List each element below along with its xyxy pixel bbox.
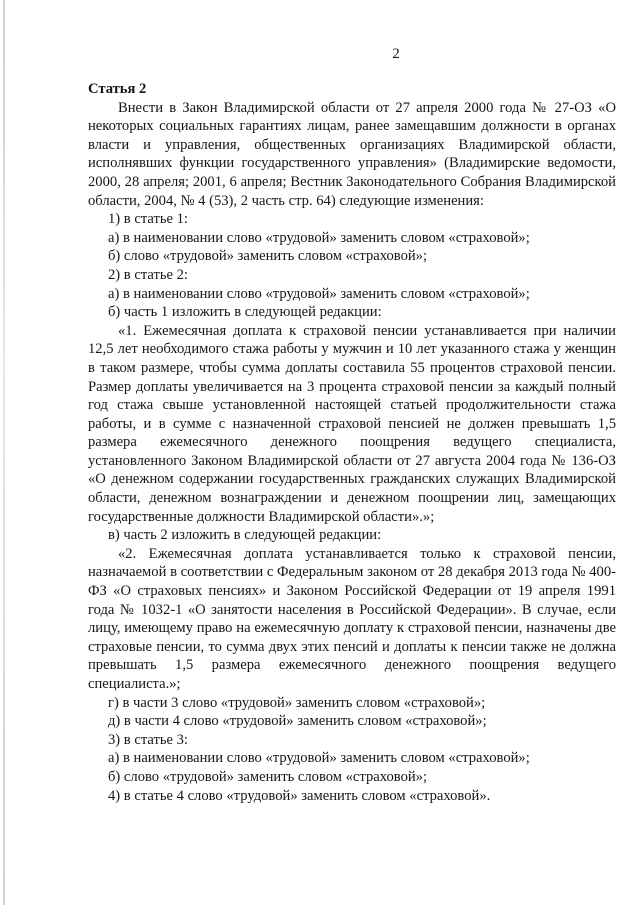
list-item: 4) в статье 4 слово «трудовой» заменить словом «страховой». [108,787,491,804]
list-item: б) слово «трудовой» заменить словом «страховой»; [108,768,428,785]
list-item: г) в части 3 слово «трудовой» заменить словом «страховой»; [108,694,486,711]
article-heading: Статья 2 [88,81,147,97]
document-body [88,80,616,805]
list-item: а) в наименовании слово «трудовой» заменить словом «страховой»; [108,229,530,246]
page-number: 2 [392,46,400,62]
scan-edge-shadow [3,0,5,905]
list-item: а) в наименовании слово «трудовой» заменить словом «страховой»; [108,750,530,767]
list-item: а) в наименовании слово «трудовой» заменить словом «страховой»; [108,285,530,302]
list-item: 2) в статье 2: [108,266,188,283]
quoted-part-1: «1. Ежемесячная доплата к страховой пенсии устанавливается при наличии 12,5 лет необходимого стажа работы у мужчин и 10 лет указанного стажа у женщин в таком размере, чтобы сумма доплаты составила 55 процентов страховой пенсии. Размер доплаты увеличивается на 3 процента страховой пенсии за каждый полный год стажа свыше установленной настоящей статьей продолжительности стажа работы, и в сумме с назначенной страховой пенсией не должен превышать 1,5 размера ежемесячного денежного поощрения ведущего специалиста, установленного Законом Владимирской области от 27 августа 2004 года № 136-ОЗ «О денежном содержании государственных гражданских служащих Владимирской области, денежном вознаграждении и денежном поощрении лиц, замещающих государственные должности Владимирской области».»; [88,322,616,525]
list-item: в) часть 2 изложить в следующей редакции: [108,527,382,544]
quoted-part-2: «2. Ежемесячная доплата устанавливается только к страховой пенсии, назначаемой в соответствии с Федеральным законом от 28 декабря 2013 года № 400-ФЗ «О страховых пенсиях» и Законом Российской Федерации от 19 апреля 1991 года № 1032-1 «О занятости населения в Российской Федерации». В случае, если лицу, имеющему право на ежемесячную доплату к страховой пенсии, назначены две страховые пенсии, то сумма двух этих пенсий и доплаты к пенсии также не должна превышать 1,5 размера ежемесячного денежного поощрения ведущего специалиста.»; [88,545,616,692]
list-item: б) слово «трудовой» заменить словом «страховой»; [108,248,428,265]
list-item: д) в части 4 слово «трудовой» заменить словом «страховой»; [108,713,487,730]
list-item: б) часть 1 изложить в следующей редакции: [108,304,382,321]
list-item: 3) в статье 3: [108,731,188,748]
intro-paragraph: Внести в Закон Владимирской области от 27 апреля 2000 года № 27-ОЗ «О некоторых социальных гарантиях лицам, ранее замещавшим должности в органах власти и управления, общественных организациях Владимирской области, исполнявших функции государственного управления» (Владимирские ведомости, 2000, 28 апреля; 2001, 6 апреля; Вестник Законодательного Собрания Владимирской области, 2004, № 4 (53), 2 часть стр. 64) следующие изменения: [88,99,616,209]
list-item: 1) в статье 1: [108,211,188,228]
